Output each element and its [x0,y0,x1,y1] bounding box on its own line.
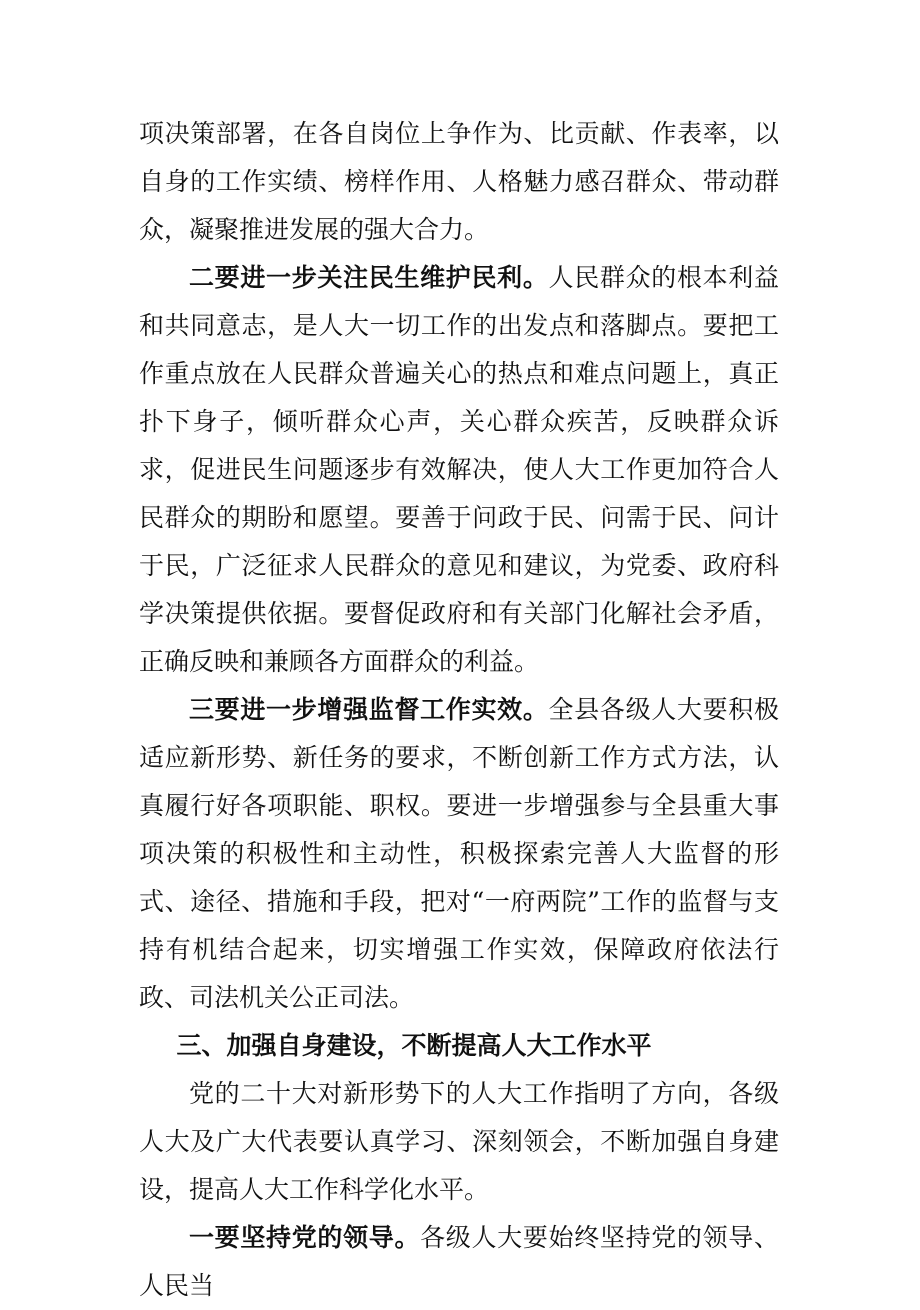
paragraph-text: 项决策部署，在各自岗位上争作为、比贡献、作表率，以自身的工作实绩、榜样作用、人格魅力感召群众、带动群众，凝聚推进发展的强大合力。 [139,119,779,244]
paragraph-text: 全县各级人大要积极适应新形势、新任务的要求，不断创新工作方式方法，认真履行好各项职能、职权。要进一步增强参与全县重大事项决策的积极性和主动性，积极探索完善人大监督的形式、途径、措施和手段，把对“一府两院”工作的监督与支持有机结合起来，切实增强工作实效，保障政府依法行政、司法机关公正司法。 [139,695,779,1012]
paragraph-text: 各级人大要始终坚持党的领导、人民当 [139,1223,779,1300]
paragraph-text: 党的二十大对新形势下的人大工作指明了方向，各级人大及广大代表要认真学习、深刻领会，不断加强自身建设，提高人大工作科学化水平。 [139,1079,779,1204]
paragraph-lead: 三要进一步增强监督工作实效。 [189,695,549,724]
document-body [139,110,779,1310]
paragraph-text: 人民群众的根本利益和共同意志，是人大一切工作的出发点和落脚点。要把工作重点放在人民群众普遍关心的热点和难点问题上，真正扑下身子，倾听群众心声，关心群众疾苦，反映群众诉求，促进民生问题逐步有效解决，使人大工作更加符合人民群众的期盼和愿望。要善于问政于民、问需于民、问计于民，广泛征求人民群众的意见和建议，为党委、政府科学决策提供依据。要督促政府和有关部门化解社会矛盾，正确反映和兼顾各方面群众的利益。 [139,263,779,676]
paragraph-party-leadership [139,1214,779,1310]
section-heading [139,1022,779,1070]
paragraph-lead: 一要坚持党的领导。 [189,1223,421,1252]
paragraph-livelihood [139,254,779,686]
paragraph-supervision [139,686,779,1022]
paragraph-continuation [139,110,779,254]
section-heading-text: 三、加强自身建设，不断提高人大工作水平 [176,1031,652,1060]
paragraph-intro [139,1070,779,1214]
paragraph-lead: 二要进一步关注民生维护民利。 [189,263,549,292]
